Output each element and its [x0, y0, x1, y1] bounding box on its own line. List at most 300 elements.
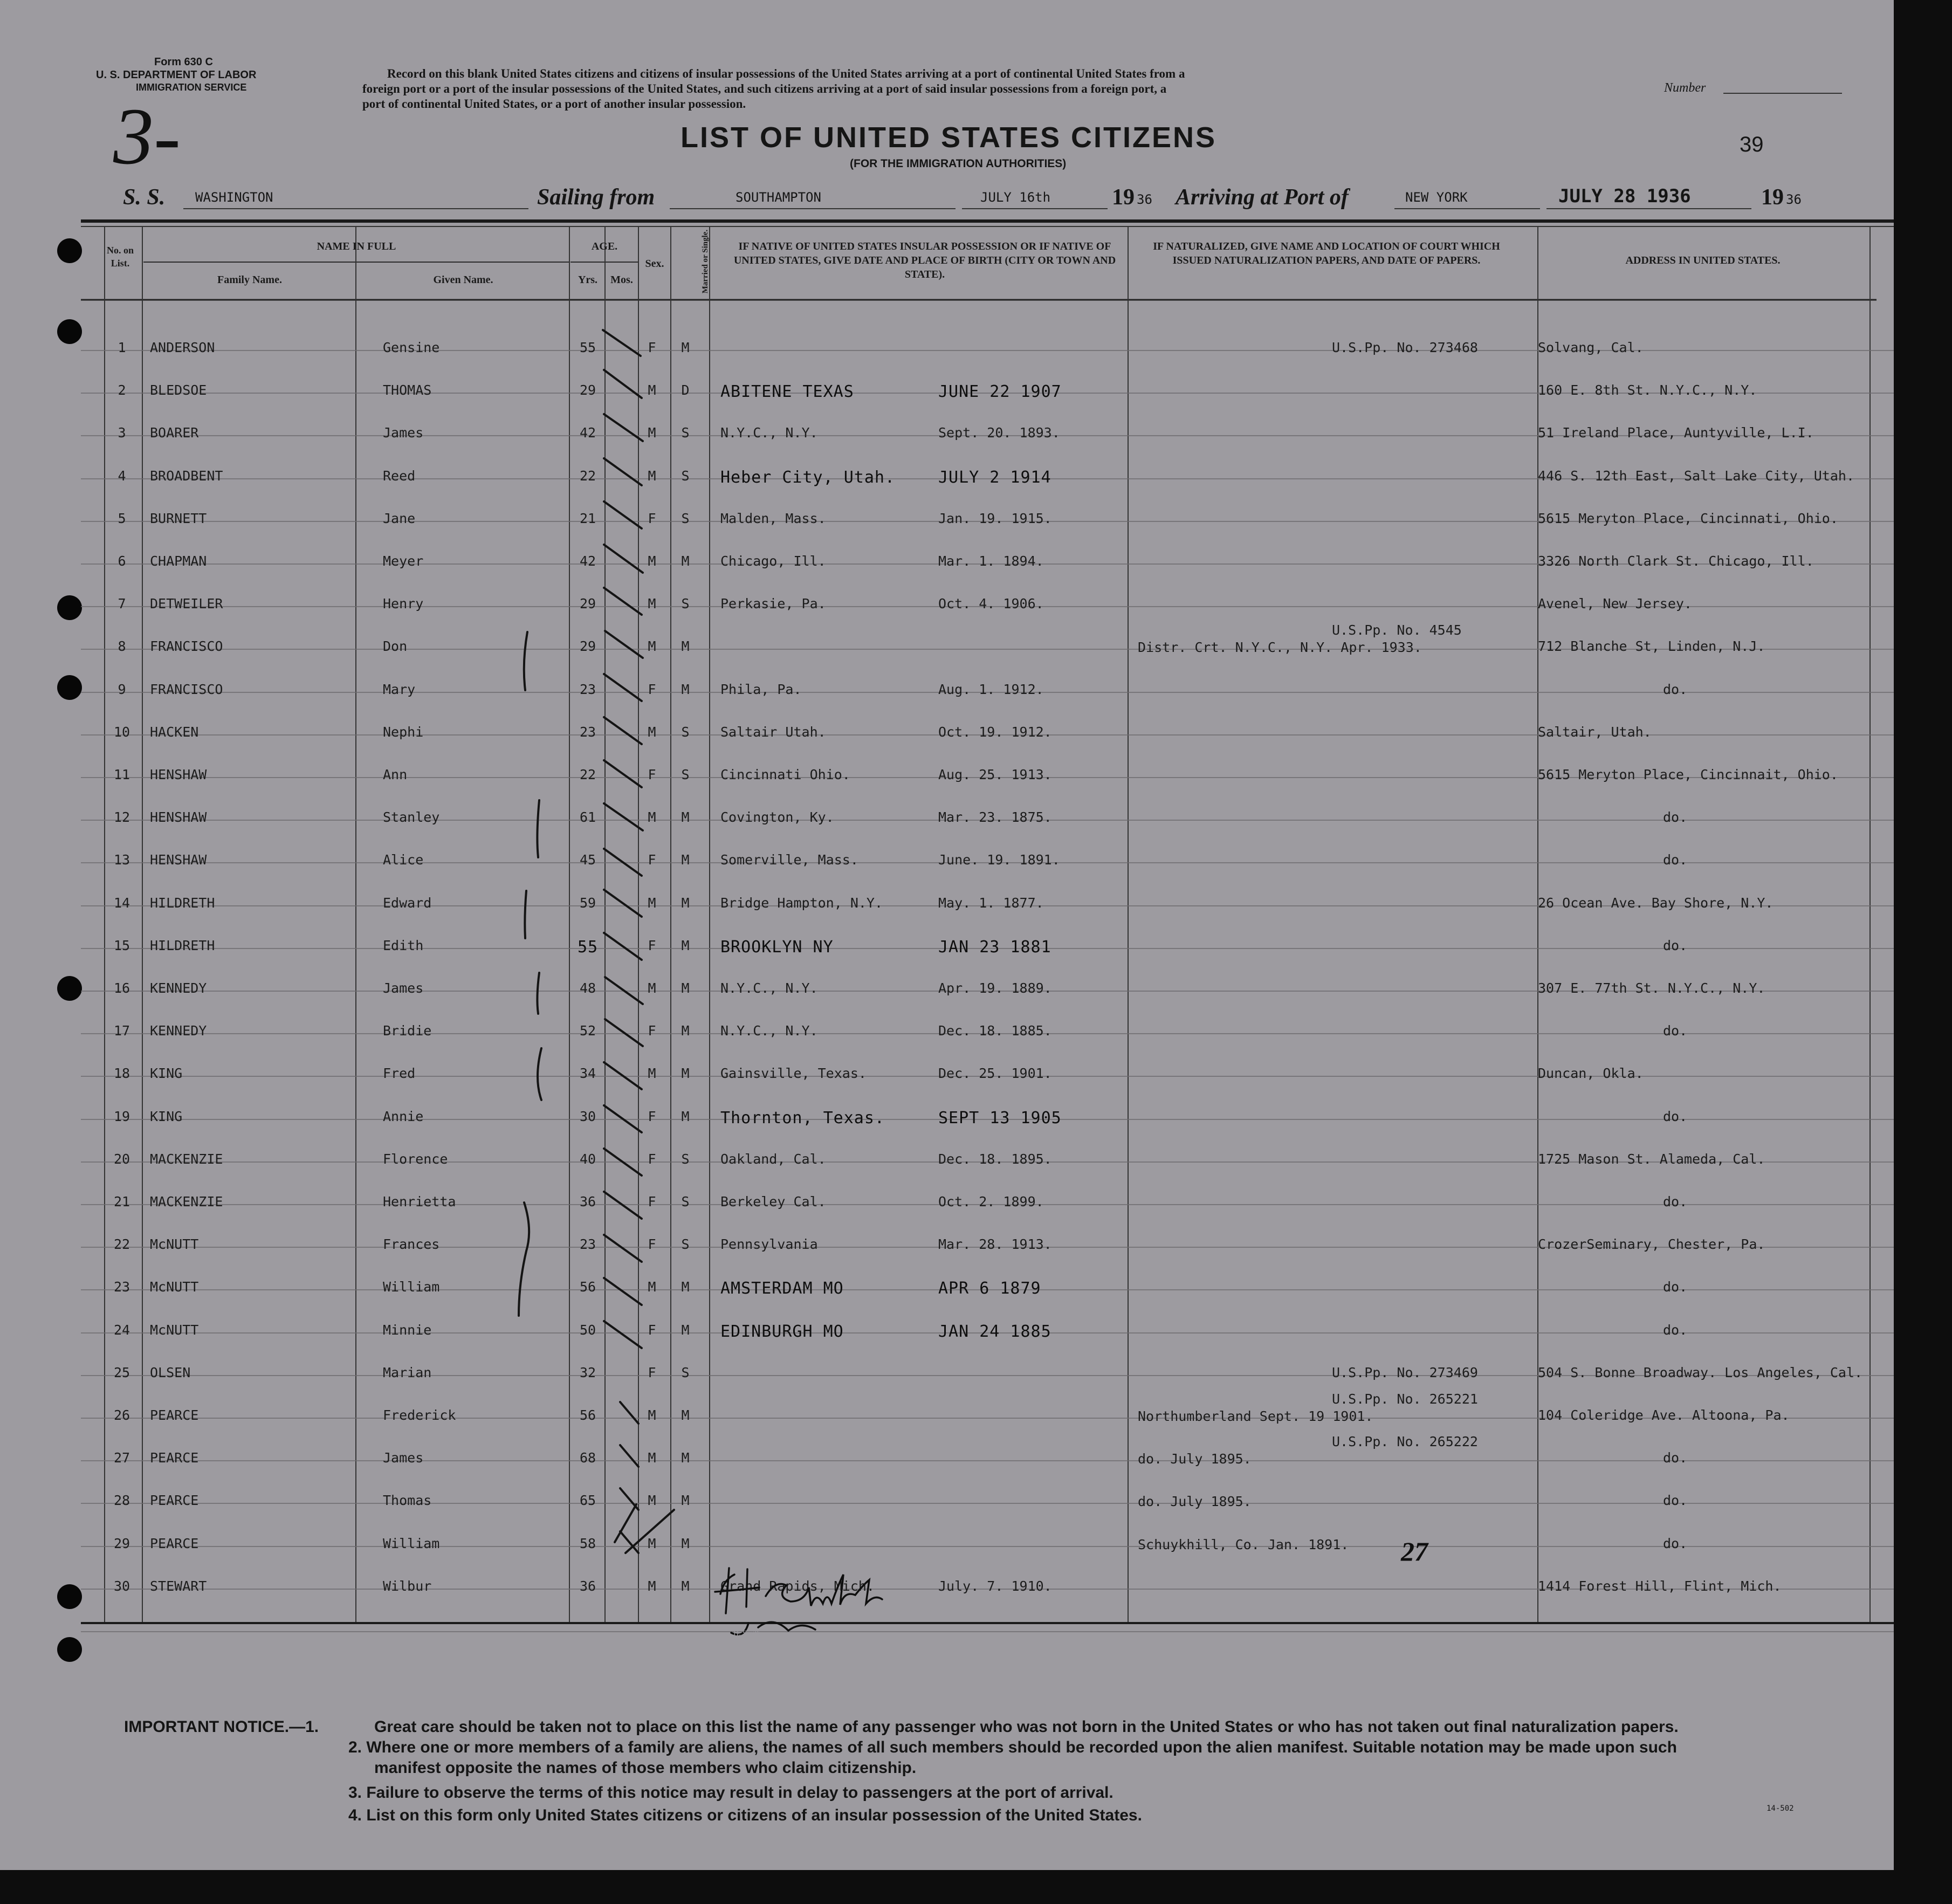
birth-date: Aug. 25. 1913. [938, 767, 1052, 782]
sex: M [648, 1578, 656, 1594]
family-name: KENNEDY [150, 1023, 207, 1039]
family-name: HENSHAW [150, 767, 207, 782]
naturalization-passport: U.S.Pp. No. 265221 [1332, 1391, 1478, 1407]
family-name: KENNEDY [150, 980, 207, 996]
row-number: 13 [113, 852, 130, 868]
family-name: PEARCE [150, 1536, 199, 1551]
marital-status: M [681, 1322, 690, 1338]
naturalization-court: do. July 1895. [1138, 1451, 1252, 1467]
birth-date: Mar. 23. 1875. [938, 809, 1052, 825]
marital-status: S [681, 1194, 690, 1209]
given-name: William [383, 1279, 440, 1295]
birth-place: Malden, Mass. [720, 511, 826, 526]
sailing-date: JULY 16th [980, 190, 1051, 205]
family-name: KING [150, 1109, 183, 1124]
family-name: McNUTT [150, 1279, 199, 1295]
row-number: 24 [113, 1322, 130, 1338]
given-name: Mary [383, 682, 416, 697]
marital-status: M [681, 852, 690, 868]
family-name: BOARER [150, 425, 199, 441]
col-given-name: Given Name. [433, 274, 493, 286]
address: do. [1663, 1109, 1688, 1124]
naturalization-court: Northumberland Sept. 19 1901. [1138, 1408, 1373, 1424]
given-name: Fred [383, 1066, 416, 1081]
sex: F [648, 1365, 656, 1380]
given-name: Jane [383, 511, 416, 526]
col-married-or-single: Married or Single. [701, 229, 710, 294]
birth-place: Heber City, Utah. [720, 468, 896, 487]
marital-status: S [681, 425, 690, 441]
age-years: 32 [579, 1365, 596, 1380]
birth-place: Pennsylvania [720, 1236, 818, 1252]
row-number: 19 [113, 1109, 130, 1124]
address: 5615 Meryton Place, Cincinnait, Ohio. [1538, 767, 1838, 782]
address: 3326 North Clark St. Chicago, Ill. [1538, 553, 1814, 569]
address: 5615 Meryton Place, Cincinnati, Ohio. [1538, 511, 1838, 526]
age-years: 36 [579, 1194, 596, 1209]
birth-place: EDINBURGH MO [720, 1322, 844, 1341]
given-name: Florence [383, 1151, 448, 1167]
row-number: 2 [118, 382, 126, 398]
given-name: Thomas [383, 1493, 432, 1508]
birth-place: Chicago, Ill. [720, 553, 826, 569]
row-number: 4 [118, 468, 126, 484]
row-number: 11 [113, 767, 130, 782]
family-name: STEWART [150, 1578, 207, 1594]
birth-place: Bridge Hampton, N.Y. [720, 895, 883, 911]
given-name: Reed [383, 468, 416, 484]
given-name: William [383, 1536, 440, 1551]
page-title: LIST OF UNITED STATES CITIZENS [681, 121, 1216, 154]
sailing-year-prefix: 19 [1112, 185, 1135, 210]
given-name: Bridie [383, 1023, 432, 1039]
col-naturalization: IF NATURALIZED, GIVE NAME AND LOCATION OF COURT WHICH ISSUED NATURALIZATION PAPERS, AND DATE OF PAPERS. [1153, 240, 1500, 266]
marital-status: S [681, 468, 690, 484]
marital-status: M [681, 938, 690, 953]
address: do. [1663, 1450, 1688, 1466]
age-years: 34 [579, 1066, 596, 1081]
age-years: 59 [579, 895, 596, 911]
age-years: 48 [579, 980, 596, 996]
naturalization-passport: U.S.Pp. No. 4545 [1332, 622, 1462, 638]
birth-place: Gainsville, Texas. [720, 1066, 867, 1081]
birth-date: Dec. 18. 1885. [938, 1023, 1052, 1039]
birth-date: Apr. 19. 1889. [938, 980, 1052, 996]
marital-status: M [681, 1578, 690, 1594]
record-instruction: port of continental United States, or a port of another insular possession. [362, 97, 746, 111]
family-name: PEARCE [150, 1407, 199, 1423]
row-number: 7 [118, 596, 126, 611]
birth-place: AMSTERDAM MO [720, 1279, 844, 1298]
address: 104 Coleridge Ave. Altoona, Pa. [1538, 1407, 1790, 1423]
marital-status: D [681, 382, 690, 398]
service: IMMIGRATION SERVICE [136, 82, 247, 93]
age-years: 22 [579, 767, 596, 782]
sex: M [648, 1493, 656, 1508]
birth-date: JAN 24 1885 [938, 1322, 1051, 1341]
family-name: HACKEN [150, 724, 199, 740]
family-name: FRANCISCO [150, 638, 223, 654]
address: do. [1663, 1493, 1688, 1508]
birth-place: N.Y.C., N.Y. [720, 980, 818, 996]
address: 26 Ocean Ave. Bay Shore, N.Y. [1538, 895, 1774, 911]
department: U. S. DEPARTMENT OF LABOR [96, 69, 257, 81]
birth-date: JUNE 22 1907 [938, 382, 1062, 401]
marital-status: S [681, 511, 690, 526]
row-number: 29 [113, 1536, 130, 1551]
given-name: Nephi [383, 724, 424, 740]
age-years: 21 [579, 511, 596, 526]
birth-place: Perkasie, Pa. [720, 596, 826, 611]
birth-place: Covington, Ky. [720, 809, 834, 825]
page-subtitle: (FOR THE IMMIGRATION AUTHORITIES) [850, 157, 1067, 170]
handwritten-count: 27 [1401, 1536, 1428, 1566]
birth-date: June. 19. 1891. [938, 852, 1060, 868]
col-family-name: Family Name. [217, 274, 282, 286]
row-number: 14 [113, 895, 130, 911]
age-years: 65 [579, 1493, 596, 1508]
family-name: HILDRETH [150, 938, 215, 953]
family-name: McNUTT [150, 1236, 199, 1252]
birth-place: Berkeley Cal. [720, 1194, 826, 1209]
age-years: 23 [579, 1236, 596, 1252]
marital-status: S [681, 596, 690, 611]
address: do. [1663, 809, 1688, 825]
col-name-in-full: NAME IN FULL [317, 240, 396, 252]
page-number: 39 [1740, 133, 1764, 156]
naturalization-court: Distr. Crt. N.Y.C., N.Y. Apr. 1933. [1138, 640, 1422, 655]
record-instruction: foreign port or a port of the insular possessions of the United States, and such citizens arriving at a port of said insular possessions from a foreign port, a [362, 82, 1167, 95]
address: 712 Blanche St, Linden, N.J. [1538, 638, 1765, 654]
sex: M [648, 1066, 656, 1081]
given-name: Marian [383, 1365, 432, 1380]
row-number: 8 [118, 638, 126, 654]
age-years: 52 [579, 1023, 596, 1039]
col-no-on-list: No. on List. [106, 245, 134, 269]
birth-date: Dec. 25. 1901. [938, 1066, 1052, 1081]
arriving-label: Arriving at Port of [1176, 185, 1349, 210]
given-name: James [383, 1450, 424, 1466]
row-number: 21 [113, 1194, 130, 1209]
footer-code: 14-502 [1767, 1804, 1794, 1813]
age-years: 22 [579, 468, 596, 484]
age-years: 68 [579, 1450, 596, 1466]
marital-status: S [681, 767, 690, 782]
notice-line-2b: manifest opposite the names of those members who claim citizenship. [374, 1759, 917, 1777]
family-name: CHAPMAN [150, 553, 207, 569]
given-name: Ann [383, 767, 408, 782]
col-yrs: Yrs. [578, 274, 598, 286]
marital-status: M [681, 1536, 690, 1551]
birth-place: Phila, Pa. [720, 682, 802, 697]
marital-status: M [681, 809, 690, 825]
arrival-year-prefix: 19 [1761, 185, 1784, 210]
row-number: 27 [113, 1450, 130, 1466]
age-years: 23 [579, 724, 596, 740]
row-number: 5 [118, 511, 126, 526]
marital-status: M [681, 638, 690, 654]
age-years: 42 [579, 553, 596, 569]
birth-date: Mar. 28. 1913. [938, 1236, 1052, 1252]
row-number: 18 [113, 1066, 130, 1081]
row-number: 28 [113, 1493, 130, 1508]
birth-date: APR 6 1879 [938, 1279, 1041, 1298]
marital-status: M [681, 682, 690, 697]
sex: M [648, 724, 656, 740]
age-years: 61 [579, 809, 596, 825]
birth-place: Thornton, Texas. [720, 1109, 885, 1128]
age-years: 29 [579, 382, 596, 398]
family-name: ANDERSON [150, 340, 215, 355]
age-years: 40 [579, 1151, 596, 1167]
address: Saltair, Utah. [1538, 724, 1652, 740]
birth-date: Dec. 18. 1895. [938, 1151, 1052, 1167]
family-name: OLSEN [150, 1365, 191, 1380]
family-name: BROADBENT [150, 468, 223, 484]
given-name: Frances [383, 1236, 440, 1252]
notice-line-1: Great care should be taken not to place on this list the name of any passenger who was not born in the United States or who has not taken out final naturalization papers. [374, 1718, 1679, 1736]
family-name: PEARCE [150, 1450, 199, 1466]
naturalization-court: Schuykhill, Co. Jan. 1891. [1138, 1537, 1349, 1552]
marital-status: S [681, 1151, 690, 1167]
sex: M [648, 895, 656, 911]
sex: F [648, 1109, 656, 1124]
naturalization-passport: U.S.Pp. No. 273468 [1332, 340, 1478, 355]
marital-status: M [681, 1066, 690, 1081]
row-number: 30 [113, 1578, 130, 1594]
sailing-year-suffix: 36 [1137, 192, 1152, 207]
sex: F [648, 682, 656, 697]
sailing-port: SOUTHAMPTON [736, 190, 821, 205]
address: Duncan, Okla. [1538, 1066, 1644, 1081]
ship-name: WASHINGTON [195, 190, 273, 205]
age-years: 36 [579, 1578, 596, 1594]
age-years: 55 [579, 340, 596, 355]
sex: F [648, 767, 656, 782]
sailing-label: Sailing from [537, 185, 655, 210]
sex: M [648, 980, 656, 996]
birth-date: Oct. 19. 1912. [938, 724, 1052, 740]
address: 1414 Forest Hill, Flint, Mich. [1538, 1578, 1782, 1594]
marital-status: S [681, 724, 690, 740]
given-name: Alice [383, 852, 424, 868]
birth-date: Mar. 1. 1894. [938, 553, 1044, 569]
address: Avenel, New Jersey. [1538, 596, 1692, 611]
address: Solvang, Cal. [1538, 340, 1644, 355]
sex: M [648, 1450, 656, 1466]
family-name: KING [150, 1066, 183, 1081]
birth-date: Aug. 1. 1912. [938, 682, 1044, 697]
marital-status: M [681, 980, 690, 996]
sex: M [648, 1536, 656, 1551]
age-years: 29 [579, 638, 596, 654]
row-number: 17 [113, 1023, 130, 1039]
family-name: BLEDSOE [150, 382, 207, 398]
family-name: HENSHAW [150, 809, 207, 825]
sex: F [648, 1322, 656, 1338]
birth-date: Jan. 19. 1915. [938, 511, 1052, 526]
address: 504 S. Bonne Broadway. Los Angeles, Cal. [1538, 1365, 1863, 1380]
birth-place: Somerville, Mass. [720, 852, 858, 868]
given-name: Don [383, 638, 408, 654]
address: 307 E. 77th St. N.Y.C., N.Y. [1538, 980, 1765, 996]
row-number: 3 [118, 425, 126, 441]
address: 160 E. 8th St. N.Y.C., N.Y. [1538, 382, 1757, 398]
marital-status: S [681, 1365, 690, 1380]
birth-place: ABITENE TEXAS [720, 382, 854, 401]
address: do. [1663, 1023, 1688, 1039]
family-name: HENSHAW [150, 852, 207, 868]
birth-date: July. 7. 1910. [938, 1578, 1052, 1594]
sex: F [648, 852, 656, 868]
sex: M [648, 1407, 656, 1423]
age-years: 56 [579, 1279, 596, 1295]
naturalization-court: do. July 1895. [1138, 1494, 1252, 1509]
sex: F [648, 1023, 656, 1039]
birth-place: Saltair Utah. [720, 724, 826, 740]
row-number: 25 [113, 1365, 130, 1380]
naturalization-passport: U.S.Pp. No. 273469 [1332, 1365, 1478, 1380]
notice-line-2: 2. Where one or more members of a family are aliens, the names of all such members should be recorded upon the alien manifest. Suitable notation may be made upon such [348, 1738, 1677, 1756]
family-name: PEARCE [150, 1493, 199, 1508]
sex: M [648, 382, 656, 398]
birth-place: N.Y.C., N.Y. [720, 1023, 818, 1039]
given-name: Annie [383, 1109, 424, 1124]
sex: F [648, 511, 656, 526]
row-number: 22 [113, 1236, 130, 1252]
row-number: 15 [113, 938, 130, 953]
col-address: ADDRESS IN UNITED STATES. [1625, 255, 1781, 266]
sex: F [648, 938, 656, 953]
arrival-date: JULY 28 1936 [1558, 185, 1691, 207]
marital-status: M [681, 1450, 690, 1466]
birth-place: Grand Rapids, Mich. [720, 1578, 875, 1594]
marital-status: M [681, 1023, 690, 1039]
marital-status: M [681, 1279, 690, 1295]
given-name: Frederick [383, 1407, 456, 1423]
birth-date: JAN 23 1881 [938, 938, 1051, 957]
family-name: DETWEILER [150, 596, 223, 611]
marital-status: M [681, 1109, 690, 1124]
marital-status: S [681, 1236, 690, 1252]
row-number: 10 [113, 724, 130, 740]
birth-date: Oct. 4. 1906. [938, 596, 1044, 611]
sex: M [648, 809, 656, 825]
age-years: 56 [579, 1407, 596, 1423]
sex: M [648, 596, 656, 611]
address: do. [1663, 1279, 1688, 1295]
age-years: 50 [579, 1322, 596, 1338]
row-number: 12 [113, 809, 130, 825]
address: do. [1663, 938, 1688, 953]
ship-label: S. S. [123, 185, 166, 210]
row-number: 16 [113, 980, 130, 996]
col-birth-info: IF NATIVE OF UNITED STATES INSULAR POSSESSION OR IF NATIVE OF UNITED STATES, GIVE DATE AND PLACE OF BIRTH (CITY OR TOWN AND STATE). [733, 240, 1116, 280]
family-name: FRANCISCO [150, 682, 223, 697]
signature-text: H. Smith [733, 1630, 761, 1638]
age-years: 42 [579, 425, 596, 441]
address: do. [1663, 1536, 1688, 1551]
age-years: 23 [579, 682, 596, 697]
address: do. [1663, 1322, 1688, 1338]
notice-line-3: 3. Failure to observe the terms of this notice may result in delay to passengers at the port of arrival. [348, 1784, 1114, 1802]
sex: M [648, 638, 656, 654]
family-name: HILDRETH [150, 895, 215, 911]
age-years: 29 [579, 596, 596, 611]
given-name: Edith [383, 938, 424, 953]
notice-line-4: 4. List on this form only United States citizens or citizens of an insular possession of the United States. [348, 1806, 1142, 1824]
naturalization-passport: U.S.Pp. No. 265222 [1332, 1434, 1478, 1449]
address: 1725 Mason St. Alameda, Cal. [1538, 1151, 1765, 1167]
address: 51 Ireland Place, Auntyville, L.I. [1538, 425, 1814, 441]
row-number: 20 [113, 1151, 130, 1167]
birth-place: Oakland, Cal. [720, 1151, 826, 1167]
given-name: Wilbur [383, 1578, 432, 1594]
given-name: Henrietta [383, 1194, 456, 1209]
col-sex: Sex. [645, 258, 664, 270]
age-years: 45 [579, 852, 596, 868]
notice-heading: IMPORTANT NOTICE.—1. [124, 1718, 319, 1736]
family-name: McNUTT [150, 1322, 199, 1338]
birth-date: SEPT 13 1905 [938, 1109, 1062, 1128]
row-number: 1 [118, 340, 126, 355]
birth-place: Cincinnati Ohio. [720, 767, 850, 782]
birth-place: N.Y.C., N.Y. [720, 425, 818, 441]
arrival-year-suffix: 36 [1786, 192, 1802, 207]
birth-date: May. 1. 1877. [938, 895, 1044, 911]
row-number: 23 [113, 1279, 130, 1295]
sex: F [648, 340, 656, 355]
address: 446 S. 12th East, Salt Lake City, Utah. [1538, 468, 1854, 484]
address: do. [1663, 682, 1688, 697]
family-name: BURNETT [150, 511, 207, 526]
birth-place: BROOKLYN NY [720, 938, 834, 957]
given-name: James [383, 425, 424, 441]
marital-status: M [681, 895, 690, 911]
sex: F [648, 1194, 656, 1209]
row-number: 9 [118, 682, 126, 697]
age-years: 55 [577, 938, 599, 957]
address: do. [1663, 1194, 1688, 1209]
birth-date: Oct. 2. 1899. [938, 1194, 1044, 1209]
family-name: MACKENZIE [150, 1194, 223, 1209]
sex: F [648, 1236, 656, 1252]
given-name: THOMAS [383, 382, 432, 398]
form-number: Form 630 C [154, 56, 213, 68]
age-years: 58 [579, 1536, 596, 1551]
address: CrozerSeminary, Chester, Pa. [1538, 1236, 1765, 1252]
marital-status: M [681, 1407, 690, 1423]
marital-status: M [681, 1493, 690, 1508]
row-number: 26 [113, 1407, 130, 1423]
handwritten-mark: 3- [113, 92, 181, 181]
birth-date: Sept. 20. 1893. [938, 425, 1060, 441]
col-age: AGE. [591, 240, 618, 252]
marital-status: M [681, 553, 690, 569]
age-years: 30 [579, 1109, 596, 1124]
sex: M [648, 425, 656, 441]
family-name: MACKENZIE [150, 1151, 223, 1167]
given-name: Stanley [383, 809, 440, 825]
sex: M [648, 553, 656, 569]
sex: M [648, 468, 656, 484]
marital-status: M [681, 340, 690, 355]
given-name: Edward [383, 895, 432, 911]
sex: M [648, 1279, 656, 1295]
given-name: Minnie [383, 1322, 432, 1338]
birth-date: JULY 2 1914 [938, 468, 1051, 487]
given-name: Gensine [383, 340, 440, 355]
